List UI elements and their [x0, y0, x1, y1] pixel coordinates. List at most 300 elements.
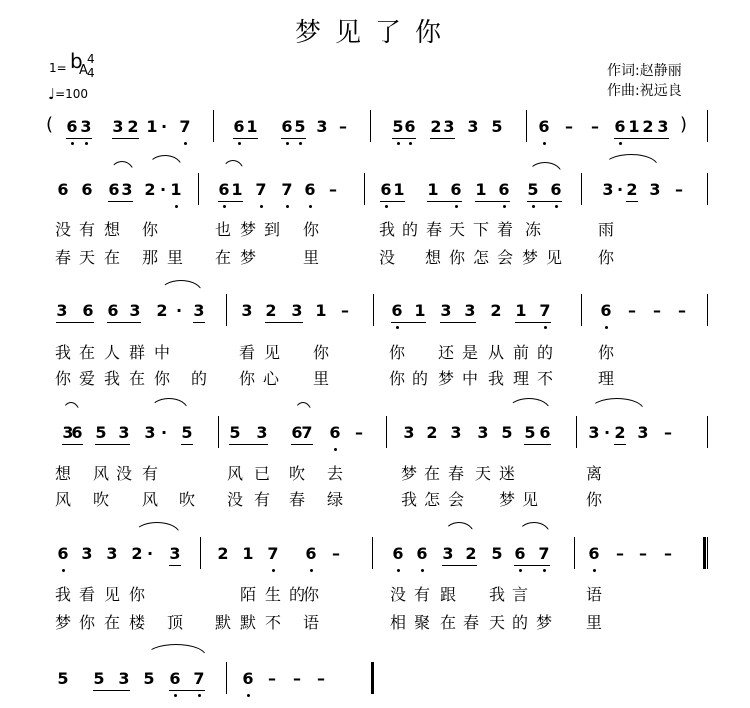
note: 6	[392, 544, 404, 563]
beam-underline	[475, 201, 510, 202]
lyric-char: 没	[227, 490, 244, 509]
note: 6	[57, 180, 69, 199]
note: 6	[304, 180, 316, 199]
lyric-char: 你	[586, 490, 603, 509]
note: 6	[391, 301, 403, 320]
note: 2	[614, 423, 626, 442]
octave-dot	[238, 142, 241, 145]
note: 7	[193, 669, 205, 688]
note: 3	[121, 180, 133, 199]
note: 7	[267, 544, 279, 563]
lyric-char: 梦	[240, 248, 257, 267]
note: 3	[169, 544, 181, 563]
lyric-char: 相	[390, 613, 407, 632]
octave-dot	[85, 142, 88, 145]
composer: 作曲:祝远良	[607, 83, 682, 99]
note: 6	[539, 423, 551, 442]
note: 3	[56, 301, 68, 320]
octave-dot	[421, 569, 424, 572]
tempo-marking	[48, 84, 88, 102]
lyric-char: 的	[412, 369, 429, 388]
barline	[707, 110, 708, 142]
octave-dot	[334, 448, 337, 451]
note: –	[628, 301, 636, 320]
beam-underline	[229, 444, 268, 445]
lyric-char: 的	[289, 585, 306, 604]
note: 5	[93, 669, 105, 688]
octave-dot	[555, 205, 558, 208]
note: 6	[588, 544, 600, 563]
lyric-char: 还	[438, 343, 455, 362]
key-prefix: 1=	[49, 61, 67, 75]
lyric-char: 你	[79, 613, 96, 632]
slur-mark	[518, 522, 550, 534]
lyric-char: 没	[390, 585, 407, 604]
note: 1	[515, 301, 527, 320]
slur-mark	[604, 154, 658, 166]
slur-mark	[148, 155, 182, 167]
lyric-char: 的	[537, 343, 554, 362]
note: 6	[498, 180, 510, 199]
note: 2	[265, 301, 277, 320]
note: –	[268, 669, 276, 688]
lyric-char: 我	[401, 490, 418, 509]
note: –	[639, 544, 647, 563]
note: 2	[144, 180, 156, 199]
beam-underline	[66, 138, 92, 139]
lyric-char: 怎	[473, 248, 490, 267]
octave-dot	[544, 326, 547, 329]
lyric-char: 天	[79, 248, 96, 267]
note: 2	[626, 180, 638, 199]
lyric-char: 我	[379, 220, 396, 239]
lyric-char: 春	[463, 613, 480, 632]
note: 3	[467, 117, 479, 136]
lyric-char: 吹	[179, 490, 196, 509]
barline	[200, 537, 201, 569]
note: 6	[218, 180, 230, 199]
slur-mark	[444, 522, 474, 534]
note: 1	[246, 117, 258, 136]
barline	[576, 416, 577, 448]
lyric-char: 会	[497, 248, 514, 267]
lyric-char: 不	[265, 613, 282, 632]
lyric-char: 在	[104, 613, 121, 632]
note: 3	[442, 544, 454, 563]
barline	[581, 173, 582, 205]
note: 3	[450, 423, 462, 442]
lyric-char: 怎	[424, 490, 441, 509]
note: 3	[129, 301, 141, 320]
beam-underline	[626, 201, 638, 202]
octave-dot	[385, 205, 388, 208]
octave-dot	[619, 142, 622, 145]
note: 6	[107, 301, 119, 320]
beam-underline	[392, 138, 416, 139]
octave-dot	[593, 569, 596, 572]
lyric-char: 雨	[598, 220, 615, 239]
slur-mark	[146, 644, 206, 656]
lyric-char: 迷	[499, 464, 516, 483]
barline	[707, 173, 708, 205]
tempo-value: =100	[55, 87, 89, 101]
beam-underline	[427, 201, 462, 202]
note: 3	[256, 423, 268, 442]
note: –	[678, 301, 686, 320]
note: 6	[305, 544, 317, 563]
note: 6	[108, 180, 120, 199]
beam-underline	[169, 565, 181, 566]
note: 3	[403, 423, 415, 442]
note: 3	[657, 117, 669, 136]
lyric-char: 你	[598, 248, 615, 267]
lyric-char: 风	[142, 490, 159, 509]
beam-underline	[56, 322, 94, 323]
credits	[607, 61, 682, 101]
note: 3	[443, 117, 455, 136]
lyric-char: 我	[55, 343, 72, 362]
note: 6	[81, 180, 93, 199]
note: –	[332, 544, 340, 563]
lyric-char: 吹	[289, 464, 306, 483]
note: –	[293, 669, 301, 688]
beam-underline	[391, 322, 426, 323]
note: 1	[475, 180, 487, 199]
note: 1	[146, 117, 158, 136]
octave-dot	[532, 205, 535, 208]
lyric-char: 看	[79, 585, 96, 604]
lyric-char: 离	[586, 464, 603, 483]
barline	[213, 110, 214, 142]
lyric-char: 天	[449, 220, 466, 239]
lyric-char: 楼	[129, 613, 146, 632]
beam-underline	[193, 322, 205, 323]
note: –	[339, 117, 347, 136]
note: 6	[57, 544, 69, 563]
lyric-char: 在	[129, 369, 146, 388]
octave-dot	[62, 569, 65, 572]
lyric-char: 理	[598, 369, 615, 388]
lyric-char: 里	[586, 613, 603, 632]
song-title: 梦见了你	[294, 18, 455, 48]
note: 1	[427, 180, 439, 199]
slur-mark	[294, 402, 312, 414]
beam-underline	[442, 565, 477, 566]
flat-sign: b	[70, 49, 83, 73]
note: ·	[146, 544, 154, 563]
note: 2	[426, 423, 438, 442]
note: 1	[393, 180, 405, 199]
lyric-char: 那	[142, 248, 159, 267]
octave-dot	[260, 205, 263, 208]
lyric-char: 没	[379, 248, 396, 267]
lyric-char: 见	[522, 490, 539, 509]
octave-dot	[543, 142, 546, 145]
note: 3	[649, 180, 661, 199]
beam-underline	[107, 322, 141, 323]
note: 5	[57, 669, 69, 688]
lyric-char: 春	[426, 220, 443, 239]
note: 6	[82, 301, 94, 320]
lyric-char: 春	[55, 248, 72, 267]
lyric-char: 见	[264, 343, 281, 362]
note: 7	[255, 180, 267, 199]
beam-underline	[93, 690, 130, 691]
time-bottom: 4	[87, 66, 95, 80]
note: –	[653, 301, 661, 320]
lyric-char: 梦	[55, 613, 72, 632]
lyric-char: 语	[586, 585, 603, 604]
slur-mark	[134, 522, 180, 534]
note: 5	[95, 423, 107, 442]
lyric-char: 春	[448, 464, 465, 483]
repeat-barline	[703, 537, 706, 569]
note: 6	[380, 180, 392, 199]
slur-mark	[110, 161, 134, 173]
note: 6	[416, 544, 428, 563]
barline	[581, 294, 582, 326]
lyric-char: 不	[537, 369, 554, 388]
lyric-char: 梦	[536, 613, 553, 632]
lyric-char: 你	[239, 369, 256, 388]
note: –	[317, 669, 325, 688]
note: 6	[233, 117, 245, 136]
note: –	[591, 117, 599, 136]
lyric-char: 下	[473, 220, 490, 239]
note: 6	[169, 669, 181, 688]
note: 3	[62, 423, 74, 442]
octave-dot	[184, 142, 187, 145]
lyric-char: 顶	[167, 613, 184, 632]
slur-mark	[160, 280, 202, 292]
lyric-char: 梦	[401, 464, 418, 483]
beam-underline	[430, 138, 455, 139]
octave-dot	[223, 205, 226, 208]
lyric-char: 风	[227, 464, 244, 483]
beam-underline	[233, 138, 258, 139]
lyric-char: 在	[424, 464, 441, 483]
note: 6	[281, 117, 293, 136]
note: 2	[217, 544, 229, 563]
note: 6	[614, 117, 626, 136]
note: 3	[193, 301, 205, 320]
note: ·	[175, 301, 183, 320]
octave-dot	[198, 694, 201, 697]
lyric-char: 我	[104, 369, 121, 388]
note: 5	[294, 117, 306, 136]
note: 6	[550, 180, 562, 199]
lyric-char: 已	[254, 464, 271, 483]
beam-underline	[614, 444, 626, 445]
lyric-char: 的	[402, 220, 419, 239]
lyric-char: 里	[313, 369, 330, 388]
note: 3	[602, 180, 614, 199]
bracket: (	[46, 114, 54, 135]
lyricist: 作词:赵静丽	[607, 63, 682, 79]
lyric-char: 到	[264, 220, 281, 239]
note: 6	[404, 117, 416, 136]
note: 3	[440, 301, 452, 320]
lyric-char: 梦	[240, 220, 257, 239]
note: 6	[291, 423, 303, 442]
lyric-char: 陌	[240, 585, 257, 604]
note: 7	[538, 544, 550, 563]
octave-dot	[299, 142, 302, 145]
note: 1	[414, 301, 426, 320]
note: –	[664, 423, 672, 442]
note: 6	[66, 117, 78, 136]
note: 5	[527, 180, 539, 199]
note: 6	[450, 180, 462, 199]
note: ·	[160, 423, 168, 442]
note: 5	[229, 423, 241, 442]
lyric-char: 是	[462, 343, 479, 362]
note: 2	[430, 117, 442, 136]
note: 2	[490, 301, 502, 320]
note: 1	[315, 301, 327, 320]
note: 7	[539, 301, 551, 320]
lyric-char: 生	[265, 585, 282, 604]
note: –	[565, 117, 573, 136]
lyric-char: 里	[167, 248, 184, 267]
barline	[372, 537, 373, 569]
lyric-char: 想	[425, 248, 442, 267]
note: 3	[112, 117, 124, 136]
lyric-char: 没	[116, 464, 133, 483]
slur-mark	[590, 398, 644, 410]
lyric-char: 梦	[438, 369, 455, 388]
octave-dot	[71, 142, 74, 145]
lyric-char: 跟	[440, 585, 457, 604]
note: ·	[160, 117, 168, 136]
note: ·	[616, 180, 624, 199]
note: 5	[181, 423, 193, 442]
lyric-char: 在	[440, 613, 457, 632]
beam-underline	[218, 201, 243, 202]
note: 7	[281, 180, 293, 199]
note: 2	[156, 301, 168, 320]
note: 5	[524, 423, 536, 442]
lyric-char: 心	[263, 369, 280, 388]
octave-dot	[455, 205, 458, 208]
note: 5	[392, 117, 404, 136]
note: 5	[143, 669, 155, 688]
beam-underline	[108, 201, 133, 202]
note: 6	[514, 544, 526, 563]
lyric-char: 前	[513, 343, 530, 362]
note: 5	[501, 423, 513, 442]
lyric-char: 你	[389, 343, 406, 362]
note: ·	[603, 423, 611, 442]
barline	[198, 173, 199, 205]
beam-underline	[614, 138, 669, 139]
note: 3	[80, 117, 92, 136]
time-signature	[87, 52, 95, 80]
lyric-char: 你	[449, 248, 466, 267]
beam-underline	[291, 444, 313, 445]
barline	[574, 537, 575, 569]
lyric-char: 没	[55, 220, 72, 239]
lyric-char: 的	[512, 613, 529, 632]
octave-dot	[503, 205, 506, 208]
lyric-char: 看	[239, 343, 256, 362]
note: 2	[131, 544, 143, 563]
lyric-char: 有	[79, 220, 96, 239]
note: 5	[491, 544, 503, 563]
note: 3	[477, 423, 489, 442]
lyric-char: 默	[240, 613, 257, 632]
lyric-char: 你	[303, 220, 320, 239]
lyric-char: 着	[497, 220, 514, 239]
slur-mark	[62, 402, 80, 414]
note: 6	[242, 669, 254, 688]
beam-underline	[380, 201, 405, 202]
note: 5	[491, 117, 503, 136]
lyric-char: 人	[104, 343, 121, 362]
lyric-char: 有	[414, 585, 431, 604]
lyric-char: 你	[142, 220, 159, 239]
lyric-char: 我	[489, 585, 506, 604]
beam-underline	[112, 138, 139, 139]
lyric-char: 去	[327, 464, 344, 483]
note: 3	[291, 301, 303, 320]
lyric-char: 有	[254, 490, 271, 509]
lyric-char: 有	[142, 464, 159, 483]
lyric-char: 你	[389, 369, 406, 388]
note: ·	[159, 180, 167, 199]
note: 1	[242, 544, 254, 563]
lyric-char: 言	[512, 585, 529, 604]
octave-dot	[286, 205, 289, 208]
lyric-char: 风	[55, 490, 72, 509]
barline	[218, 416, 219, 448]
barline	[526, 110, 527, 142]
lyric-char: 我	[488, 369, 505, 388]
octave-dot	[543, 569, 546, 572]
lyric-char: 理	[513, 369, 530, 388]
lyric-char: 会	[448, 490, 465, 509]
note: –	[664, 544, 672, 563]
note: –	[675, 180, 683, 199]
octave-dot	[309, 205, 312, 208]
note: 6	[71, 423, 83, 442]
lyric-char: 你	[598, 343, 615, 362]
barline	[226, 662, 227, 694]
note: 6	[329, 423, 341, 442]
barline	[707, 537, 708, 569]
barline	[707, 294, 708, 326]
note: 3	[637, 423, 649, 442]
barline	[373, 294, 374, 326]
note: 3	[118, 423, 130, 442]
octave-dot	[247, 694, 250, 697]
lyric-char: 你	[129, 585, 146, 604]
beam-underline	[265, 322, 303, 323]
note: 3	[118, 669, 130, 688]
lyric-char: 你	[313, 343, 330, 362]
lyric-char: 在	[215, 248, 232, 267]
lyric-char: 我	[55, 585, 72, 604]
barline	[226, 294, 227, 326]
lyric-char: 你	[55, 369, 72, 388]
octave-dot	[310, 569, 313, 572]
octave-dot	[409, 142, 412, 145]
lyric-char: 春	[289, 490, 306, 509]
note: 2	[127, 117, 139, 136]
key-note: A	[79, 63, 88, 78]
lyric-char: 绿	[327, 490, 344, 509]
note: –	[329, 180, 337, 199]
